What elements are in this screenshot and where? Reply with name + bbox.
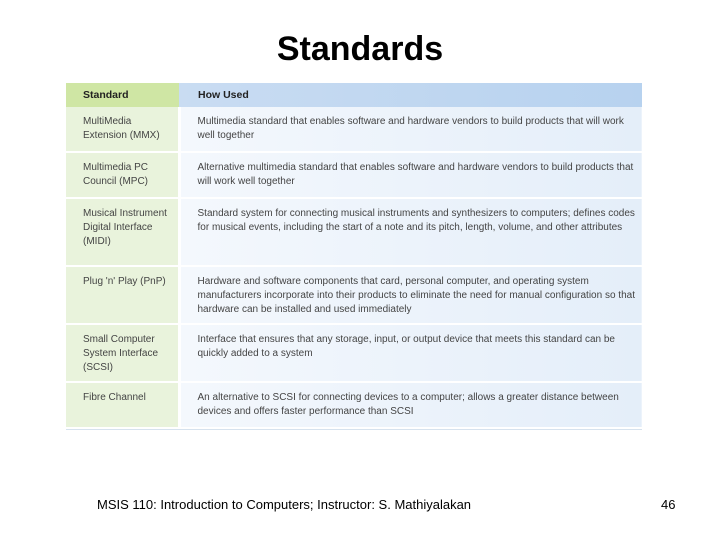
table-row (66, 198, 642, 266)
table-row (66, 324, 642, 382)
standard-cell: Fibre Channel (66, 382, 179, 428)
how-used-cell: Alternative multimedia standard that enables software and hardware vendors to build products that will work well together (179, 152, 642, 198)
standards-table-container (66, 83, 642, 430)
how-used-cell: Multimedia standard that enables software and hardware vendors to build products that will work well together (179, 107, 642, 152)
table-row (66, 107, 642, 152)
standard-cell: Musical Instrument Digital Interface (MIDI) (66, 198, 179, 266)
how-used-cell: An alternative to SCSI for connecting devices to a computer; allows a greater distance between devices and offers faster performance than SCSI (179, 382, 642, 428)
table-header-row (66, 83, 642, 107)
how-used-cell: Standard system for connecting musical instruments and synthesizers to computers; defines codes for musical events, including the start of a note and its pitch, length, volume, and other attributes (179, 198, 642, 266)
page-number: 46 (661, 497, 676, 512)
slide-title: Standards (276, 30, 444, 68)
standard-cell: Plug 'n' Play (PnP) (66, 266, 179, 324)
table-row (66, 152, 642, 198)
standard-cell: Multimedia PC Council (MPC) (66, 152, 179, 198)
table-row (66, 382, 642, 428)
how-used-cell: Interface that ensures that any storage, input, or output device that meets this standard can be quickly added to a system (179, 324, 642, 382)
header-how-used: How Used (179, 83, 642, 107)
slide-footer: MSIS 110: Introduction to Computers; Instructor: S. Mathiyalakan (97, 497, 472, 512)
standard-cell: MultiMedia Extension (MMX) (66, 107, 179, 152)
how-used-cell: Hardware and software components that card, personal computer, and operating system manufacturers incorporate into their products to eliminate the need for manual configuration so that hardware can be installed and used immediately (179, 266, 642, 324)
table-row (66, 266, 642, 324)
standards-table (66, 83, 642, 429)
header-standard: Standard (66, 83, 179, 107)
standard-cell: Small Computer System Interface (SCSI) (66, 324, 179, 382)
